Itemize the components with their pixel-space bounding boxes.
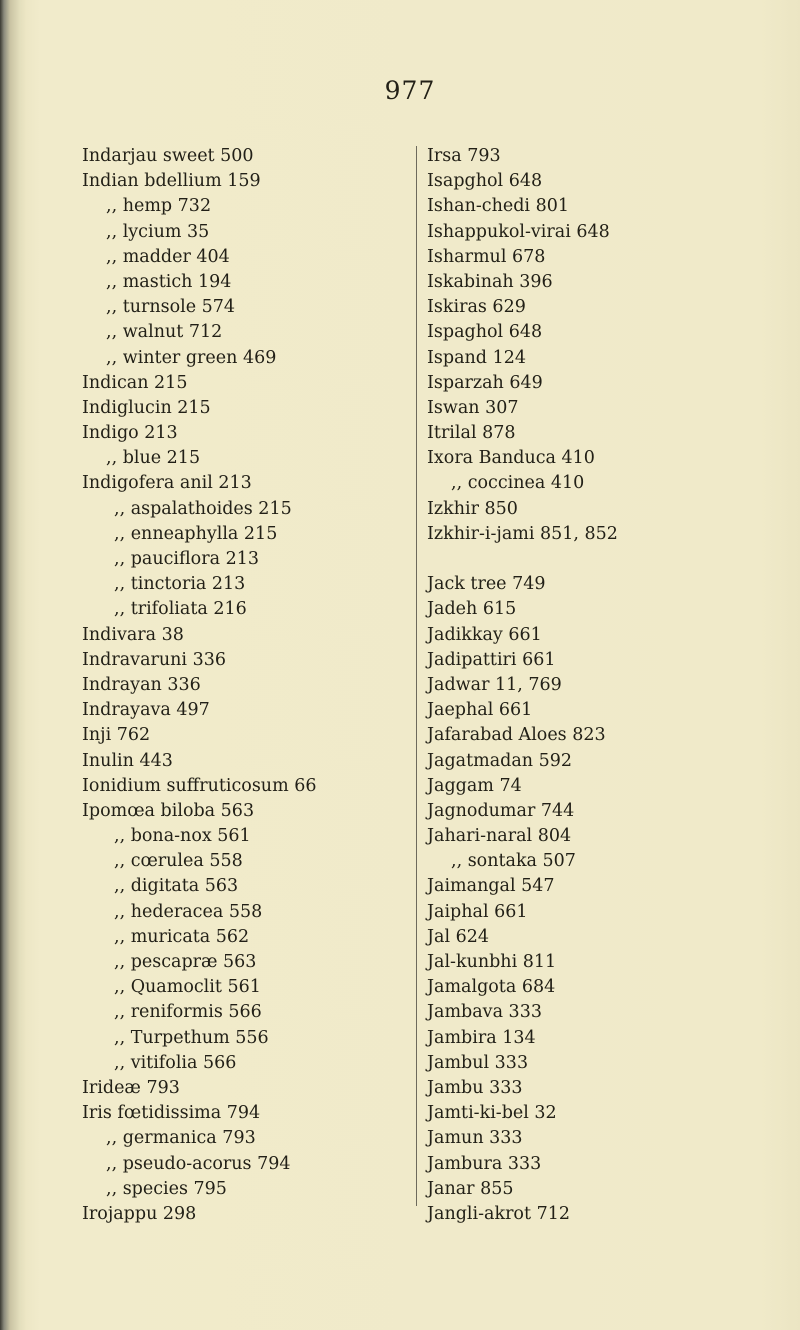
index-entry: Jafarabad Aloes 823 bbox=[427, 725, 606, 746]
index-entry: Iswan 307 bbox=[427, 397, 519, 418]
index-letter-gap bbox=[427, 547, 787, 572]
index-entry: ,, vitifolia 566 bbox=[114, 1052, 237, 1073]
index-entry: Jambu 333 bbox=[427, 1077, 523, 1098]
index-entry: Inulin 443 bbox=[82, 750, 173, 771]
book-binding-edge bbox=[0, 0, 26, 1330]
index-entry: ,, enneaphylla 215 bbox=[114, 523, 278, 544]
index-entry: ,, trifoliata 216 bbox=[114, 599, 247, 620]
index-entry: ,, mastich 194 bbox=[106, 271, 232, 292]
index-entry: Ixora Banduca 410 bbox=[427, 448, 595, 469]
index-entry: Indrayava 497 bbox=[82, 700, 210, 721]
index-entry: Jamti-ki-bel 32 bbox=[427, 1103, 557, 1124]
index-entry: ,, blue 215 bbox=[106, 448, 201, 469]
index-entry: Irsa 793 bbox=[427, 146, 501, 166]
index-entry: ,, Turpethum 556 bbox=[114, 1027, 269, 1048]
index-entry: Jaimangal 547 bbox=[427, 876, 555, 897]
index-entry: Jagatmadan 592 bbox=[427, 750, 573, 771]
index-entry: Irideæ 793 bbox=[82, 1077, 180, 1098]
index-entry: Indarjau sweet 500 bbox=[82, 146, 254, 166]
index-entry: ,, lycium 35 bbox=[106, 221, 210, 242]
index-entry: Ishappukol-virai 648 bbox=[427, 221, 610, 242]
index-entry: ,, digitata 563 bbox=[114, 876, 239, 897]
index-entry: ,, turnsole 574 bbox=[106, 297, 236, 318]
index-entry: Irojappu 298 bbox=[82, 1203, 197, 1224]
index-entry: ,, pseudo-acorus 794 bbox=[106, 1153, 291, 1174]
index-entry: Jaiphal 661 bbox=[427, 901, 528, 922]
index-entry: ,, species 795 bbox=[106, 1178, 227, 1199]
index-entry: ,, sontaka 507 bbox=[451, 851, 576, 872]
index-entry: ,, germanica 793 bbox=[106, 1128, 256, 1149]
page-number: 977 bbox=[384, 76, 436, 105]
index-entry: Iskabinah 396 bbox=[427, 271, 553, 292]
index-entry: Indian bdellium 159 bbox=[82, 171, 261, 192]
index-entry: ,, hemp 732 bbox=[106, 196, 212, 217]
index-entry: ,, cœrulea 558 bbox=[114, 851, 243, 872]
index-entry: Jal-kunbhi 811 bbox=[427, 952, 557, 972]
index-entry: Jagnodumar 744 bbox=[427, 800, 575, 821]
index-entry: ,, pauciflora 213 bbox=[114, 549, 259, 569]
index-entry: Indigo 213 bbox=[82, 423, 178, 444]
index-entry: ,, walnut 712 bbox=[106, 322, 223, 343]
index-column-right bbox=[427, 144, 787, 1227]
index-entry: ,, Quamoclit 561 bbox=[114, 977, 261, 998]
index-entry: Itrilal 878 bbox=[427, 423, 516, 444]
index-entry: Indigofera anil 213 bbox=[82, 473, 252, 494]
index-entry: Indrayan 336 bbox=[82, 674, 201, 695]
index-entry: Jambul 333 bbox=[427, 1052, 529, 1073]
index-entry: Jal 624 bbox=[427, 926, 490, 947]
index-entry: Jambava 333 bbox=[427, 1002, 542, 1023]
index-entry: Iris fœtidissima 794 bbox=[82, 1103, 261, 1124]
index-entry: Jadwar 11, 769 bbox=[427, 674, 562, 695]
index-entry: Janar 855 bbox=[427, 1178, 514, 1199]
index-entry: Ipomœa biloba 563 bbox=[82, 800, 255, 821]
index-entry: Ispaghol 648 bbox=[427, 322, 543, 343]
index-entry: ,, muricata 562 bbox=[114, 926, 250, 947]
index-entry: ,, bona-nox 561 bbox=[114, 826, 251, 847]
index-entry: Iskiras 629 bbox=[427, 297, 526, 318]
index-entry: Indican 215 bbox=[82, 372, 188, 393]
index-entry: ,, winter green 469 bbox=[106, 347, 277, 368]
index-entry: Jadipattiri 661 bbox=[427, 649, 556, 670]
index-entry: Jaephal 661 bbox=[427, 700, 533, 721]
index-entry: ,, coccinea 410 bbox=[451, 473, 585, 494]
index-entry: Jaggam 74 bbox=[427, 775, 522, 796]
index-entry: ,, aspalathoides 215 bbox=[114, 498, 292, 519]
index-entry: Ionidium suffruticosum 66 bbox=[82, 775, 317, 796]
index-entry: Inji 762 bbox=[82, 725, 151, 746]
index-entry: Jadeh 615 bbox=[427, 599, 517, 620]
index-entry: Jadikkay 661 bbox=[427, 624, 542, 645]
index-entry: Jangli-akrot 712 bbox=[427, 1203, 570, 1224]
index-entry: ,, reniformis 566 bbox=[114, 1002, 262, 1023]
index-column-left bbox=[82, 144, 402, 1227]
index-entry: Isparzah 649 bbox=[427, 372, 543, 393]
index-entry: Jambura 333 bbox=[427, 1153, 542, 1174]
index-entry: Jahari-naral 804 bbox=[427, 826, 572, 847]
index-entry: Isapghol 648 bbox=[427, 171, 543, 192]
column-divider bbox=[416, 146, 417, 1206]
index-entry: ,, madder 404 bbox=[106, 246, 230, 267]
index-entry: ,, hederacea 558 bbox=[114, 901, 263, 922]
index-entry: Jack tree 749 bbox=[427, 574, 546, 595]
index-entry: Izkhir-i-jami 851, 852 bbox=[427, 523, 618, 544]
index-entry: Jamalgota 684 bbox=[427, 977, 556, 998]
index-entry: Indivara 38 bbox=[82, 624, 184, 645]
index-entry: ,, tinctoria 213 bbox=[114, 574, 246, 595]
index-entry: ,, pescapræ 563 bbox=[114, 952, 257, 972]
index-entry: Ishan-chedi 801 bbox=[427, 196, 569, 217]
index-entry: Jamun 333 bbox=[427, 1128, 523, 1149]
index-entry: Ispand 124 bbox=[427, 347, 526, 368]
index-entry: Isharmul 678 bbox=[427, 246, 546, 267]
index-entry: Jambira 134 bbox=[427, 1027, 536, 1048]
index-entry: Indravaruni 336 bbox=[82, 649, 226, 670]
index-entry: Izkhir 850 bbox=[427, 498, 518, 519]
index-entry: Indiglucin 215 bbox=[82, 397, 211, 418]
